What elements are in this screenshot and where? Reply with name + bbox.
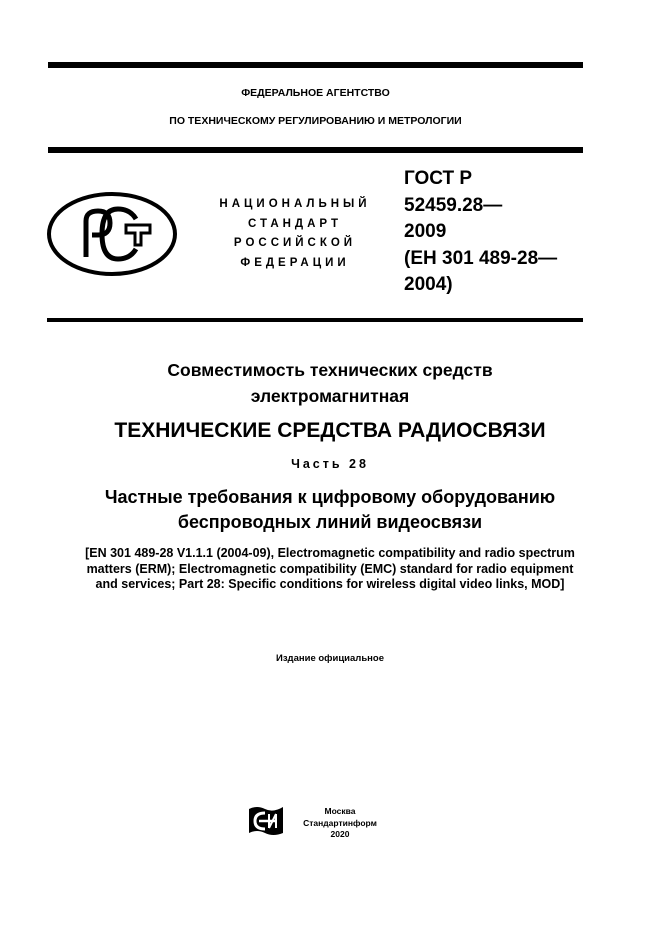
top-rule xyxy=(48,62,583,68)
agency-name-line2: ПО ТЕХНИЧЕСКОМУ РЕГУЛИРОВАНИЮ И МЕТРОЛОГИИ xyxy=(169,115,462,127)
publisher-city: Москва xyxy=(324,806,356,816)
standartinform-logo-icon xyxy=(247,803,285,837)
publisher-year: 2020 xyxy=(330,829,350,839)
standard-designation xyxy=(404,166,557,299)
natstd-line3: РОССИЙСКОЙ xyxy=(233,237,357,249)
publisher-name: Стандартинформ xyxy=(303,817,377,828)
edition-label: Издание официальное xyxy=(276,653,384,664)
subtitle xyxy=(40,485,620,535)
en-reference-line1: [EN 301 489-28 V1.1.1 (2004-09), Electromagnetic compatibility and radio spectrum xyxy=(85,546,575,560)
designation-line4: (ЕН 301 489-28— xyxy=(404,247,558,269)
agency-name-line1: ФЕДЕРАЛЬНОЕ АГЕНТСТВО xyxy=(241,87,390,99)
designation-line2: 52459.28— xyxy=(404,194,503,216)
rst-certification-logo-icon xyxy=(46,191,178,277)
header-bottom-rule xyxy=(48,147,583,153)
natstd-line2: СТАНДАРТ xyxy=(248,217,342,230)
subtitle-line2: беспроводных линий видеосвязи xyxy=(177,512,483,532)
en-reference-line2: matters (ERM); Electromagnetic compatibility (EMC) standard for radio equipment xyxy=(86,561,574,576)
national-standard-label xyxy=(205,195,385,273)
designation-line3: 2009 xyxy=(404,221,447,242)
subtitle-line1: Частные требования к цифровому оборудованию xyxy=(104,487,556,507)
en-reference-line3: and services; Part 28: Specific conditions for wireless digital video links, MOD] xyxy=(95,577,565,591)
title-general xyxy=(40,357,620,409)
title-line2: электромагнитная xyxy=(250,386,410,406)
designation-line1: ГОСТ Р xyxy=(404,168,473,189)
title-line1: Совместимость технических средств xyxy=(167,360,493,380)
part-label: Часть 28 xyxy=(291,457,369,471)
natstd-line1: НАЦИОНАЛЬНЫЙ xyxy=(219,198,371,210)
title-main: ТЕХНИЧЕСКИЕ СРЕДСТВА РАДИОСВЯЗИ xyxy=(114,419,546,442)
block-bottom-rule xyxy=(47,318,583,322)
designation-line5: 2004) xyxy=(404,274,453,295)
natstd-line4: ФЕДЕРАЦИИ xyxy=(240,256,350,269)
en-reference xyxy=(50,546,610,593)
publisher-info xyxy=(292,806,388,841)
